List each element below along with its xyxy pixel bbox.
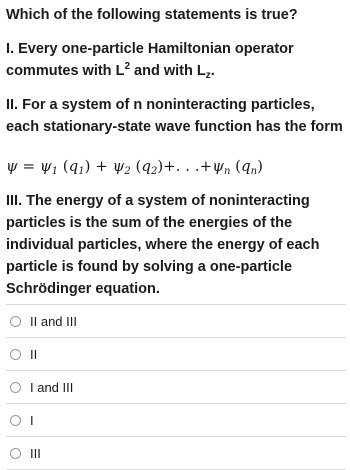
- radio-button[interactable]: [10, 349, 21, 360]
- question-title: Which of the following statements is true?: [6, 7, 298, 23]
- radio-button[interactable]: [10, 415, 21, 426]
- statement-1-subscript: z: [205, 70, 211, 81]
- question-block: [6, 0, 348, 300]
- radio-button[interactable]: [10, 382, 21, 393]
- equation-term-3-arg: q: [241, 157, 251, 175]
- equation-term-1-arg: q: [68, 157, 79, 175]
- radio-button[interactable]: [10, 316, 21, 327]
- statement-3: III. The energy of a system of noninteracting particles is the sum of the energies of the individual particles, where the energy of each particle is found by solving a one-particle Schrödinger equation.: [6, 193, 320, 297]
- equation-term-1-sub: 1: [51, 166, 59, 177]
- equation-term-3-sub: n: [223, 166, 231, 177]
- equation-term-2-sub: 2: [124, 166, 131, 177]
- equation-term-2: ψ: [112, 157, 125, 175]
- answer-option-label: III: [30, 445, 41, 461]
- statement-1-middle: and with L: [130, 63, 206, 79]
- equation-term-3: ψ: [212, 157, 224, 175]
- answer-option[interactable]: [6, 304, 346, 338]
- answer-option[interactable]: [6, 404, 346, 437]
- answer-option[interactable]: [6, 437, 346, 470]
- equation-term-2-arg: q: [141, 157, 151, 175]
- equation-term-1: ψ: [39, 157, 52, 175]
- statement-1-superscript: 2: [124, 61, 130, 72]
- equation-plus-2: +. . .+: [163, 157, 213, 175]
- radio-button[interactable]: [10, 448, 21, 459]
- answer-option[interactable]: [6, 338, 346, 371]
- answer-option-label: I: [30, 412, 34, 428]
- statement-2: II. For a system of n noninteracting particles, each stationary-state wave function has the form: [6, 97, 343, 135]
- statement-1-suffix: .: [210, 63, 215, 79]
- answer-option-label: II and III: [30, 313, 77, 329]
- statement-1-prefix: I. Every one-particle Hamiltonian operator commutes with L: [6, 41, 294, 79]
- equation-term-1-arg-sub: 1: [78, 166, 85, 177]
- answer-option[interactable]: [6, 371, 346, 404]
- statement-1: [6, 38, 348, 82]
- equation-plus-1: +: [90, 157, 113, 175]
- answer-options: [6, 304, 346, 470]
- equation-term-3-arg-sub: n: [250, 166, 258, 177]
- equation-lhs: ψ =: [6, 157, 40, 175]
- equation-term-2-arg-sub: 2: [150, 166, 158, 177]
- answer-option-label: II: [30, 346, 38, 362]
- wave-function-equation: $\psi = \psi_1$ $(q_1) + \psi_2$ $(q_2)+$. . $.+\psi_n$ $(q_n)$: [6, 157, 263, 177]
- answer-option-label: I and III: [30, 379, 74, 395]
